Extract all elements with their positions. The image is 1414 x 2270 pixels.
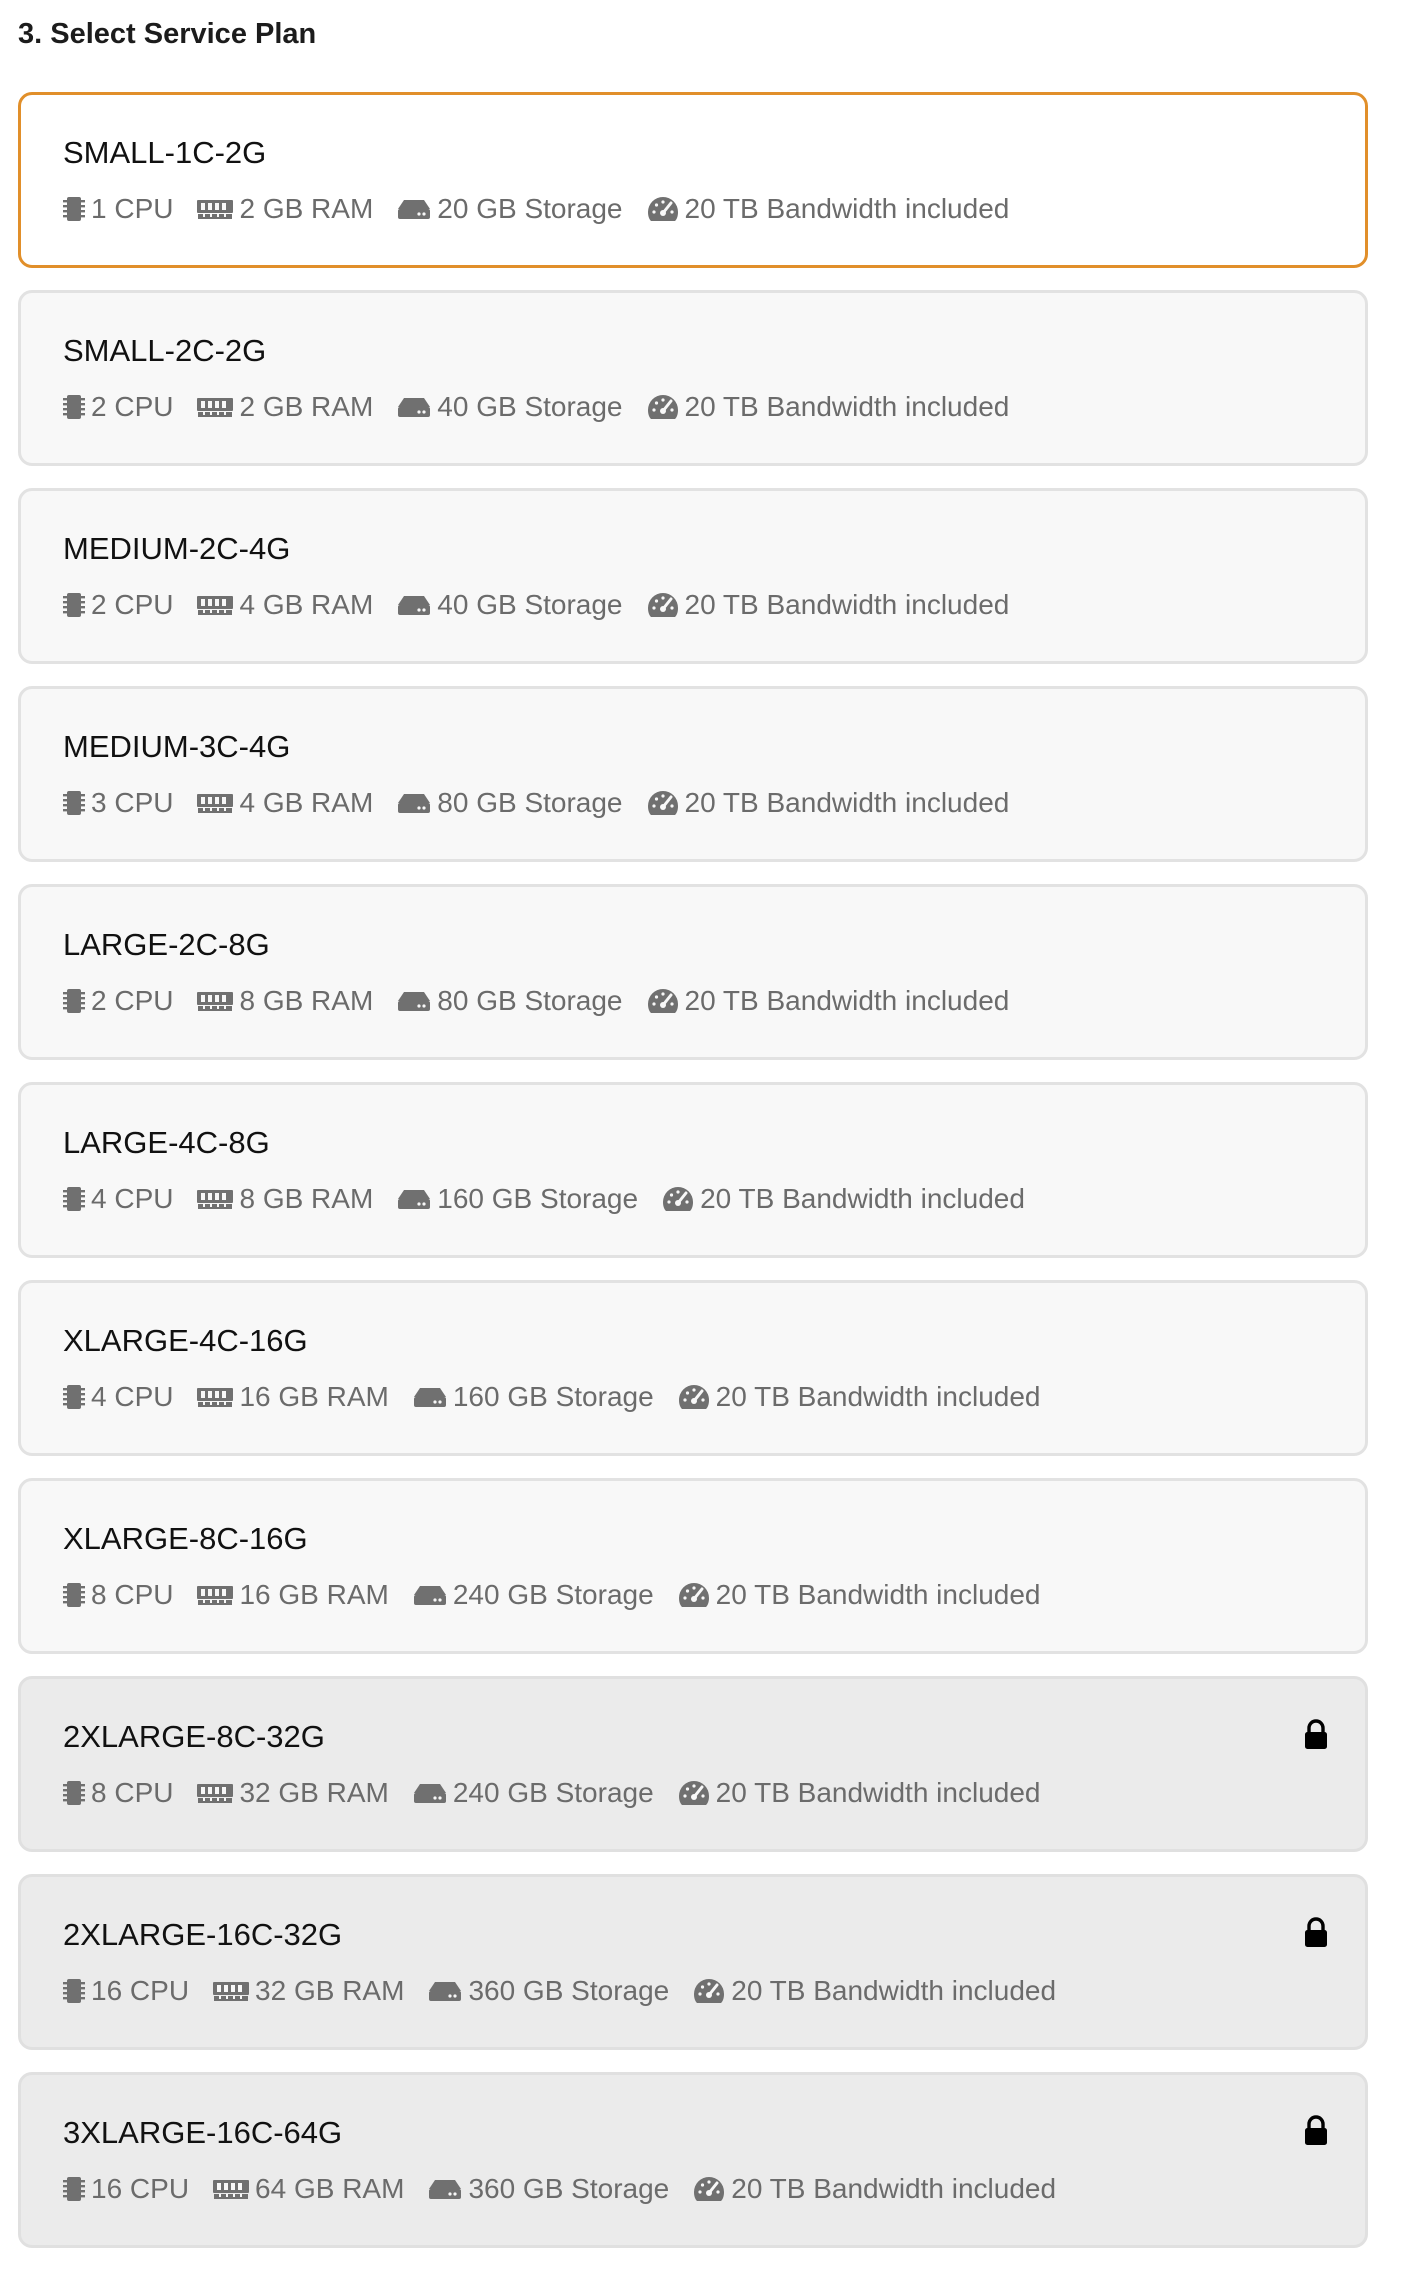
speedometer-icon — [678, 1581, 710, 1609]
memory-icon — [197, 396, 233, 418]
spec-ram-value: 32 GB RAM — [239, 1777, 389, 1808]
hard-drive-icon — [413, 1386, 447, 1408]
spec-bandwidth-value: 20 TB Bandwidth included — [715, 1579, 1041, 1610]
spec-ram — [197, 389, 373, 425]
plan-card-large-4c-8g[interactable] — [18, 1082, 1368, 1258]
spec-storage — [397, 587, 622, 623]
plan-name: 3XLARGE-16C-64G — [63, 2115, 343, 2150]
cpu-chip-icon — [63, 591, 85, 619]
cpu-chip-icon — [63, 789, 85, 817]
memory-icon — [197, 792, 233, 814]
plan-name: SMALL-1C-2G — [63, 135, 267, 170]
spec-storage-value: 40 GB Storage — [437, 391, 623, 422]
spec-storage — [397, 785, 622, 821]
spec-cpu — [63, 2171, 189, 2207]
spec-bandwidth — [678, 1775, 1041, 1811]
cpu-chip-icon — [63, 195, 85, 223]
plan-name: SMALL-2C-2G — [63, 333, 267, 368]
spec-cpu-value: 2 CPU — [91, 985, 174, 1016]
speedometer-icon — [693, 2175, 725, 2203]
hard-drive-icon — [428, 2178, 462, 2200]
memory-icon — [197, 198, 233, 220]
plan-card-large-2c-8g[interactable] — [18, 884, 1368, 1060]
spec-storage — [397, 389, 622, 425]
spec-cpu — [63, 1379, 173, 1415]
hard-drive-icon — [397, 396, 431, 418]
speedometer-icon — [678, 1779, 710, 1807]
memory-icon — [213, 1980, 249, 2002]
plan-specs — [63, 1577, 1065, 1613]
spec-cpu — [63, 191, 173, 227]
spec-cpu-value: 4 CPU — [91, 1183, 174, 1214]
plan-specs — [63, 587, 1033, 623]
speedometer-icon — [647, 393, 679, 421]
spec-ram-value: 2 GB RAM — [239, 391, 374, 422]
memory-icon — [197, 1386, 233, 1408]
spec-ram-value: 16 GB RAM — [239, 1579, 389, 1610]
cpu-chip-icon — [63, 1185, 85, 1213]
spec-storage-value: 20 GB Storage — [437, 193, 623, 224]
plan-specs — [63, 1379, 1065, 1415]
spec-bandwidth-value: 20 TB Bandwidth included — [731, 2173, 1057, 2204]
spec-ram — [197, 1775, 388, 1811]
spec-storage — [413, 1577, 654, 1613]
spec-storage — [397, 983, 622, 1019]
spec-storage — [428, 1973, 669, 2009]
spec-ram — [197, 1577, 388, 1613]
speedometer-icon — [678, 1383, 710, 1411]
spec-bandwidth-value: 20 TB Bandwidth included — [684, 391, 1010, 422]
plan-card-3xlarge-16c-64g[interactable] — [18, 2072, 1368, 2248]
speedometer-icon — [647, 195, 679, 223]
spec-ram — [213, 2171, 404, 2207]
plan-name: LARGE-4C-8G — [63, 1125, 270, 1160]
plan-specs — [63, 1775, 1065, 1811]
spec-bandwidth-value: 20 TB Bandwidth included — [700, 1183, 1025, 1214]
spec-bandwidth — [678, 1577, 1041, 1613]
plan-name: 2XLARGE-16C-32G — [63, 1917, 343, 1952]
lock-icon — [1303, 1719, 1329, 1751]
spec-ram-value: 2 GB RAM — [239, 193, 374, 224]
spec-ram — [197, 1181, 373, 1217]
plan-list — [18, 92, 1368, 2270]
hard-drive-icon — [397, 1188, 431, 1210]
plan-card-small-2c-2g[interactable] — [18, 290, 1368, 466]
section-title: 3. Select Service Plan — [18, 18, 317, 50]
spec-storage — [413, 1775, 654, 1811]
cpu-chip-icon — [63, 1977, 85, 2005]
spec-bandwidth — [647, 983, 1010, 1019]
spec-bandwidth-value: 20 TB Bandwidth included — [684, 589, 1010, 620]
plan-card-xlarge-4c-16g[interactable] — [18, 1280, 1368, 1456]
spec-cpu-value: 4 CPU — [91, 1381, 174, 1412]
plan-card-medium-3c-4g[interactable] — [18, 686, 1368, 862]
spec-storage — [428, 2171, 669, 2207]
spec-bandwidth-value: 20 TB Bandwidth included — [731, 1975, 1057, 2006]
spec-ram — [197, 191, 373, 227]
spec-ram-value: 4 GB RAM — [239, 589, 374, 620]
cpu-chip-icon — [63, 393, 85, 421]
speedometer-icon — [647, 789, 679, 817]
speedometer-icon — [647, 591, 679, 619]
plan-specs — [63, 785, 1033, 821]
plan-specs — [63, 1181, 1049, 1217]
spec-bandwidth-value: 20 TB Bandwidth included — [715, 1381, 1041, 1412]
spec-cpu-value: 2 CPU — [91, 391, 174, 422]
spec-bandwidth-value: 20 TB Bandwidth included — [684, 193, 1010, 224]
plan-specs — [63, 389, 1033, 425]
spec-ram — [197, 587, 373, 623]
memory-icon — [197, 990, 233, 1012]
spec-storage-value: 240 GB Storage — [452, 1777, 654, 1808]
spec-cpu — [63, 785, 173, 821]
spec-ram-value: 16 GB RAM — [239, 1381, 389, 1412]
spec-ram-value: 8 GB RAM — [239, 1183, 374, 1214]
spec-cpu — [63, 1973, 189, 2009]
spec-bandwidth-value: 20 TB Bandwidth included — [715, 1777, 1041, 1808]
cpu-chip-icon — [63, 1779, 85, 1807]
hard-drive-icon — [397, 198, 431, 220]
plan-name: MEDIUM-2C-4G — [63, 531, 291, 566]
spec-cpu-value: 16 CPU — [91, 2173, 190, 2204]
plan-specs — [63, 2171, 1080, 2207]
spec-bandwidth — [693, 1973, 1056, 2009]
spec-storage-value: 360 GB Storage — [468, 1975, 670, 2006]
spec-cpu-value: 1 CPU — [91, 193, 174, 224]
spec-cpu — [63, 1181, 173, 1217]
spec-ram-value: 64 GB RAM — [255, 2173, 405, 2204]
plan-card-2xlarge-8c-32g[interactable] — [18, 1676, 1368, 1852]
plan-card-small-1c-2g[interactable] — [18, 92, 1368, 268]
plan-specs — [63, 1973, 1080, 2009]
spec-ram — [197, 785, 373, 821]
spec-ram — [197, 983, 373, 1019]
plan-card-medium-2c-4g[interactable] — [18, 488, 1368, 664]
spec-bandwidth — [647, 389, 1010, 425]
hard-drive-icon — [413, 1782, 447, 1804]
plan-name: MEDIUM-3C-4G — [63, 729, 291, 764]
speedometer-icon — [693, 1977, 725, 2005]
spec-cpu-value: 8 CPU — [91, 1777, 174, 1808]
spec-bandwidth — [647, 191, 1010, 227]
speedometer-icon — [647, 987, 679, 1015]
cpu-chip-icon — [63, 1581, 85, 1609]
hard-drive-icon — [428, 1980, 462, 2002]
spec-ram-value: 32 GB RAM — [255, 1975, 405, 2006]
spec-ram-value: 4 GB RAM — [239, 787, 374, 818]
spec-storage — [397, 191, 622, 227]
spec-storage — [397, 1181, 638, 1217]
spec-bandwidth — [693, 2171, 1056, 2207]
spec-bandwidth — [647, 587, 1010, 623]
spec-ram-value: 8 GB RAM — [239, 985, 374, 1016]
spec-storage-value: 80 GB Storage — [437, 985, 623, 1016]
plan-card-xlarge-8c-16g[interactable] — [18, 1478, 1368, 1654]
hard-drive-icon — [413, 1584, 447, 1606]
spec-cpu-value: 16 CPU — [91, 1975, 190, 2006]
spec-storage-value: 160 GB Storage — [437, 1183, 639, 1214]
cpu-chip-icon — [63, 2175, 85, 2203]
hard-drive-icon — [397, 594, 431, 616]
spec-cpu — [63, 389, 173, 425]
spec-cpu — [63, 983, 173, 1019]
hard-drive-icon — [397, 792, 431, 814]
spec-storage — [413, 1379, 654, 1415]
lock-icon — [1303, 1917, 1329, 1949]
spec-cpu-value: 8 CPU — [91, 1579, 174, 1610]
spec-ram — [213, 1973, 404, 2009]
spec-storage-value: 40 GB Storage — [437, 589, 623, 620]
memory-icon — [197, 1188, 233, 1210]
spec-cpu-value: 2 CPU — [91, 589, 174, 620]
memory-icon — [197, 594, 233, 616]
memory-icon — [213, 2178, 249, 2200]
spec-storage-value: 160 GB Storage — [452, 1381, 654, 1412]
spec-cpu — [63, 1775, 173, 1811]
spec-ram — [197, 1379, 388, 1415]
spec-storage-value: 80 GB Storage — [437, 787, 623, 818]
hard-drive-icon — [397, 990, 431, 1012]
spec-bandwidth — [662, 1181, 1025, 1217]
spec-bandwidth — [678, 1379, 1041, 1415]
spec-bandwidth-value: 20 TB Bandwidth included — [684, 985, 1010, 1016]
spec-cpu-value: 3 CPU — [91, 787, 174, 818]
plan-name: 2XLARGE-8C-32G — [63, 1719, 325, 1754]
spec-bandwidth-value: 20 TB Bandwidth included — [684, 787, 1010, 818]
spec-storage-value: 360 GB Storage — [468, 2173, 670, 2204]
lock-icon — [1303, 2115, 1329, 2147]
memory-icon — [197, 1782, 233, 1804]
cpu-chip-icon — [63, 1383, 85, 1411]
spec-storage-value: 240 GB Storage — [452, 1579, 654, 1610]
plan-card-2xlarge-16c-32g[interactable] — [18, 1874, 1368, 2050]
spec-cpu — [63, 587, 173, 623]
memory-icon — [197, 1584, 233, 1606]
plan-specs — [63, 983, 1033, 1019]
plan-specs — [63, 191, 1033, 227]
plan-name: XLARGE-4C-16G — [63, 1323, 308, 1358]
speedometer-icon — [662, 1185, 694, 1213]
plan-name: XLARGE-8C-16G — [63, 1521, 308, 1556]
spec-cpu — [63, 1577, 173, 1613]
cpu-chip-icon — [63, 987, 85, 1015]
plan-name: LARGE-2C-8G — [63, 927, 270, 962]
spec-bandwidth — [647, 785, 1010, 821]
